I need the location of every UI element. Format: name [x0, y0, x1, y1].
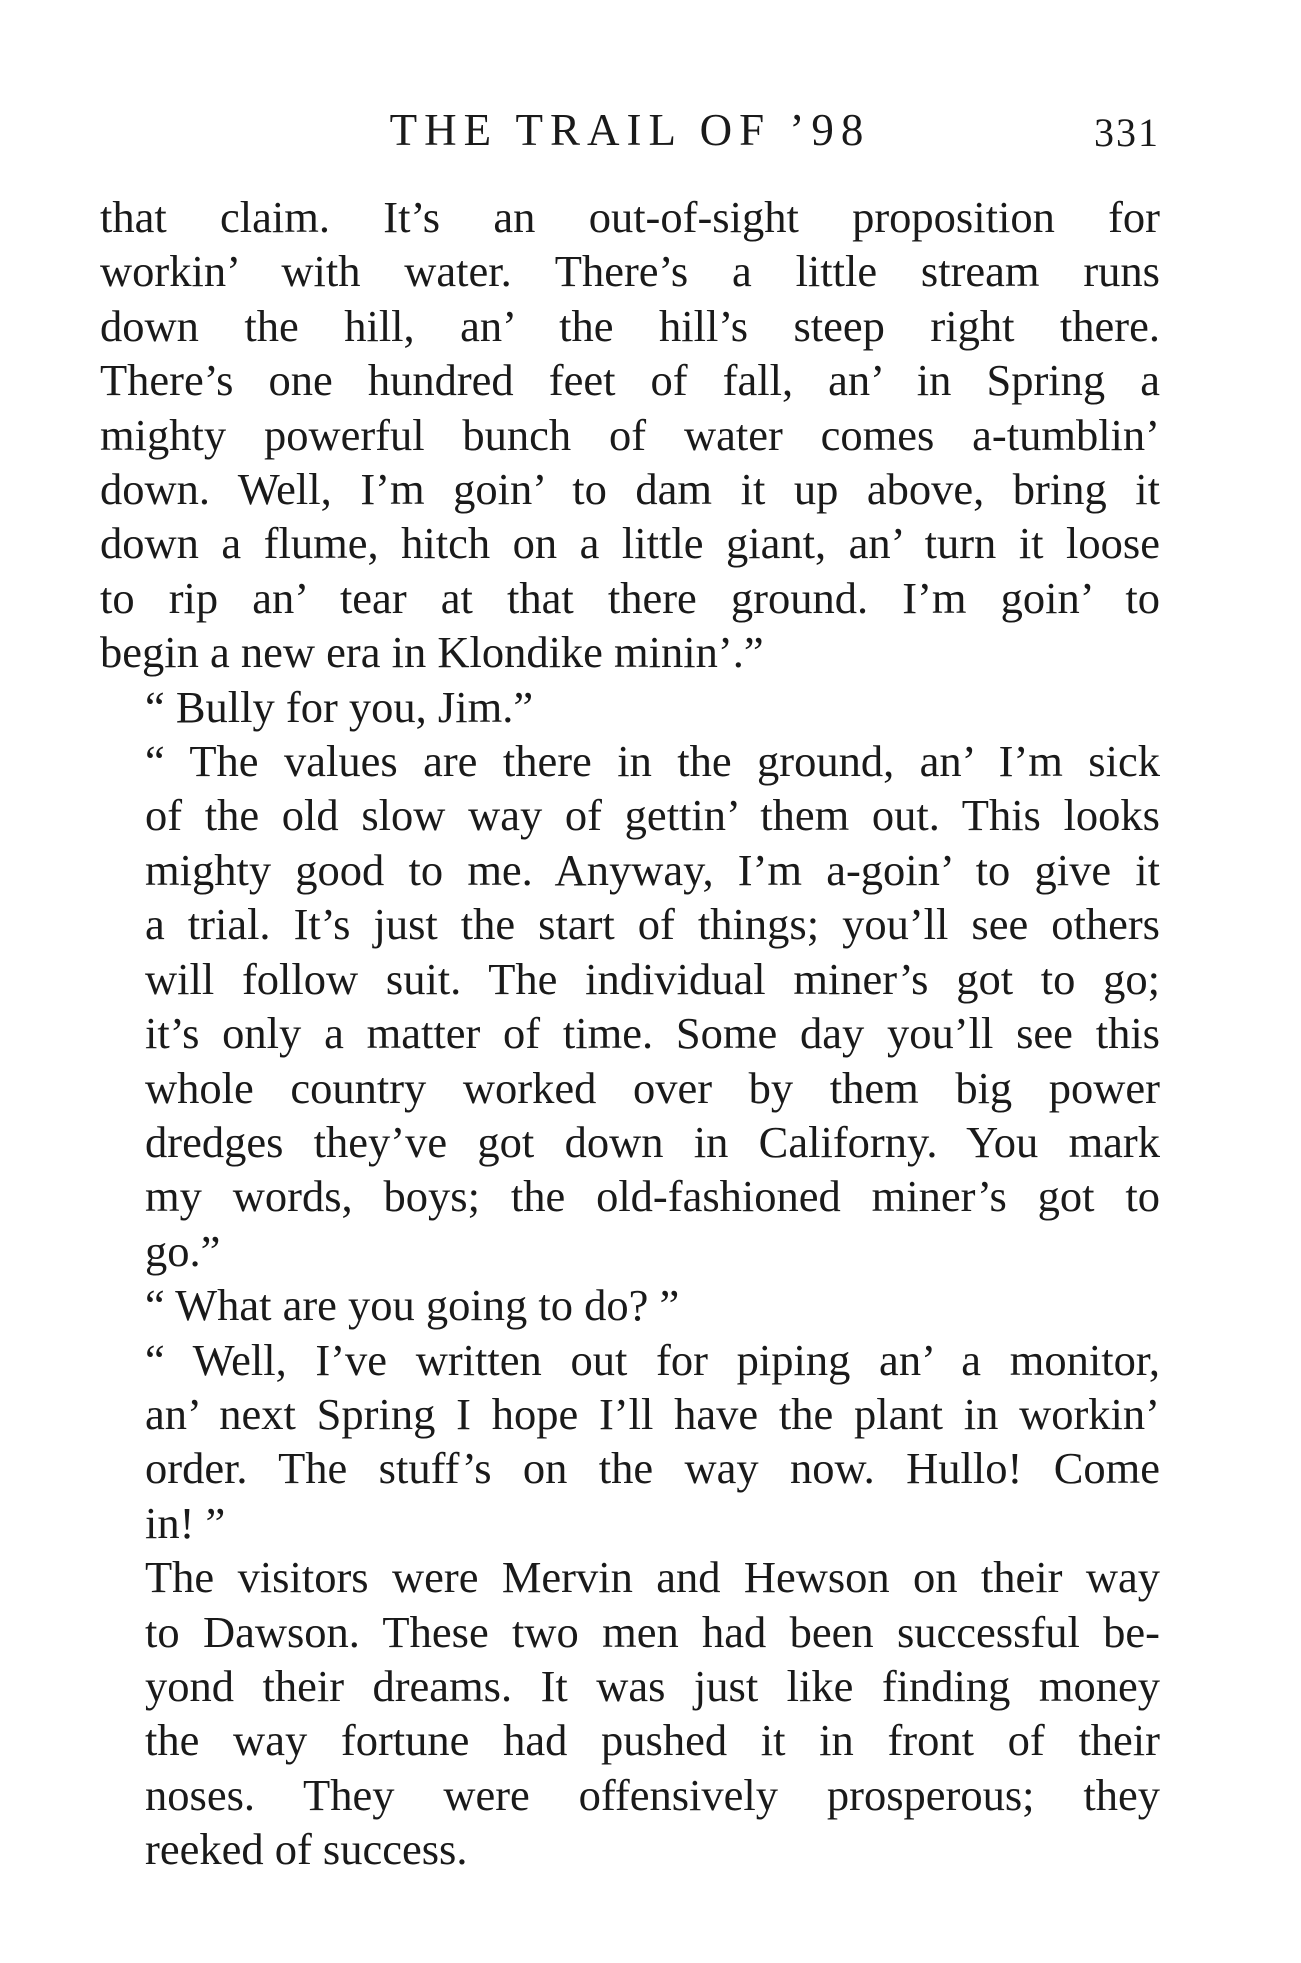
text-line: will follow suit. The individual miner’s got to go; [145, 953, 1160, 1004]
text-line: an’ next Spring I hope I’ll have the plant in workin’ [145, 1388, 1160, 1439]
text-line: to Dawson. These two men had been successful be- [145, 1606, 1160, 1657]
text-line: “ The values are there in the ground, an’ I’m sick [145, 736, 1160, 787]
text-line: yond their dreams. It was just like finding money [145, 1660, 1160, 1711]
page-number: 331 [1094, 110, 1160, 155]
text-line: to rip an’ tear at that there ground. I’m goin’ to [100, 572, 1160, 623]
text-line: the way fortune had pushed it in front of their [145, 1715, 1160, 1766]
text-line: dredges they’ve got down in Californy. You mark [145, 1116, 1160, 1167]
text-line: it’s only a matter of time. Some day you’ll see this [145, 1008, 1160, 1059]
text-line: go.” [145, 1225, 221, 1276]
text-line: whole country worked over by them big power [145, 1062, 1160, 1113]
running-title: THE TRAIL OF ’98 [389, 105, 871, 155]
paragraph [100, 1550, 1160, 1876]
text-line: noses. They were offensively prosperous; they [145, 1769, 1160, 1820]
paragraph [100, 1278, 1160, 1332]
text-line: The visitors were Mervin and Hewson on their way [145, 1552, 1160, 1603]
text-line: mighty good to me. Anyway, I’m a-goin’ to give it [145, 844, 1160, 895]
running-head [100, 100, 1160, 160]
body-text [100, 190, 1160, 1877]
text-line: down. Well, I’m goin’ to dam it up above, bring it [100, 464, 1160, 515]
text-line: a trial. It’s just the start of things; you’ll see others [145, 899, 1160, 950]
text-line: down the hill, an’ the hill’s steep right there. [100, 300, 1160, 351]
paragraph [100, 1333, 1160, 1551]
text-line: order. The stuff’s on the way now. Hullo! Come [145, 1443, 1160, 1494]
paragraph [100, 680, 1160, 734]
text-line: of the old slow way of gettin’ them out. This looks [145, 790, 1160, 841]
paragraph [100, 734, 1160, 1278]
text-line: in! ” [145, 1497, 226, 1548]
paragraph [100, 190, 1160, 680]
text-line: There’s one hundred feet of fall, an’ in Spring a [100, 355, 1160, 406]
text-line: “ Bully for you, Jim.” [145, 681, 534, 732]
text-line: mighty powerful bunch of water comes a-tumblin’ [100, 409, 1160, 460]
text-line: reeked of success. [145, 1824, 468, 1875]
text-line: down a flume, hitch on a little giant, an’ turn it loose [100, 518, 1160, 569]
text-line: that claim. It’s an out-of-sight proposition for [100, 192, 1160, 242]
text-line: “ What are you going to do? ” [145, 1280, 680, 1331]
text-line: begin a new era in Klondike minin’.” [100, 627, 764, 678]
text-line: workin’ with water. There’s a little stream runs [100, 246, 1160, 297]
text-line: my words, boys; the old-fashioned miner’s got to [145, 1171, 1160, 1222]
text-line: “ Well, I’ve written out for piping an’ a monitor, [145, 1334, 1160, 1385]
